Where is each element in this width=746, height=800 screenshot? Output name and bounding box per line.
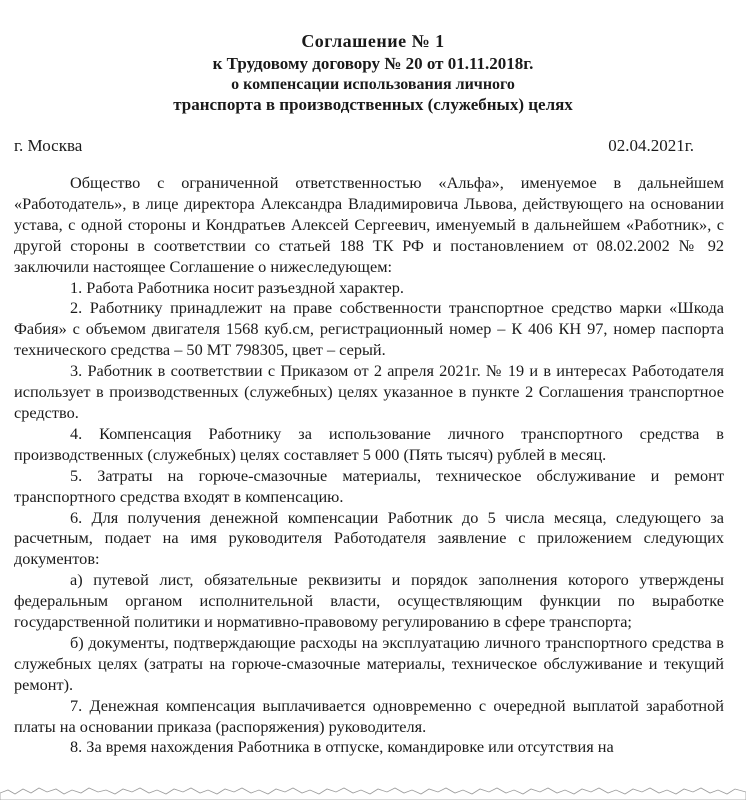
clause-1: 1. Работа Работника носит разъездной характер. xyxy=(70,277,404,297)
agreement-reference: к Трудовому договору № 20 от 01.11.2018г. xyxy=(212,54,534,73)
clause-7: 7. Денежная компенсация выплачивается одновременно с очередной выплатой заработной платы на основании приказа (распоряжения) руководителя. xyxy=(14,695,724,736)
city: г. Москва xyxy=(14,136,83,155)
clause-8: 8. За время нахождения Работника в отпуске, командировке или отсутствия на xyxy=(70,737,614,757)
torn-edge xyxy=(0,784,746,800)
clause-3: 3. Работник в соответствии с Приказом от 2 апреля 2021г. № 19 и в интересах Работодателя использует в производственных (служебных) целях указанное в пункте 2 Соглашения транспортное средство. xyxy=(14,361,724,422)
clause-6: 6. Для получения денежной компенсации Работник до 5 числа месяца, следующего за расчетным, подает на имя руководителя Работодателя заявление с приложением следующих документов: xyxy=(14,507,724,569)
agreement-title: Соглашение № 1 xyxy=(301,31,445,51)
clause-6b: б) документы, подтверждающие расходы на эксплуатацию личного транспортного средства в служебных целях (затраты на горюче-смазочные материалы, техническое обслуживание и текущий ремонт). xyxy=(14,632,724,694)
agreement-subject-line-2: транспорта в производственных (служебных) целях xyxy=(173,95,573,114)
clause-6a: а) путевой лист, обязательные реквизиты и порядок заполнения которого утверждены федеральным органом исполнительной власти, осуществляющим функции по выработке государственной политики и нормативно-правовому регулированию в сфере транспорта; xyxy=(14,570,724,632)
clause-4: 4. Компенсация Работнику за использование личного транспортного средства в производственных (служебных) целях составляет 5 000 (Пять тысяч) рублей в месяц. xyxy=(14,423,724,464)
preamble-paragraph: Общество с ограниченной ответственностью «Альфа», именуемое в дальнейшем «Работодатель», в лице директора Александра Владимировича Львова, действующего на основании устава, с одной стороны и Кондратьев Алексей Сергеевич, именуемый в дальнейшем «Работник», с другой стороны в соответствии со статьей 188 ТК РФ и постановлением от 08.02.2002 № 92 заключили настоящее Соглашение о нижеследующем: xyxy=(14,173,724,276)
agreement-body xyxy=(14,173,724,758)
clause-2: 2. Работнику принадлежит на праве собственности транспортное средство марки «Шкода Фабия» с объемом двигателя 1568 куб.см, регистрационный номер – К 406 КН 97, номер паспорта технического средства – 50 МТ 798305, цвет – серый. xyxy=(14,298,724,360)
clause-5: 5. Затраты на горюче-смазочные материалы, техническое обслуживание и ремонт транспортного средства входят в компенсацию. xyxy=(14,465,724,506)
agreement-date: 02.04.2021г. xyxy=(608,136,694,155)
agreement-subject-line-1: о компенсации использования личного xyxy=(231,76,515,93)
